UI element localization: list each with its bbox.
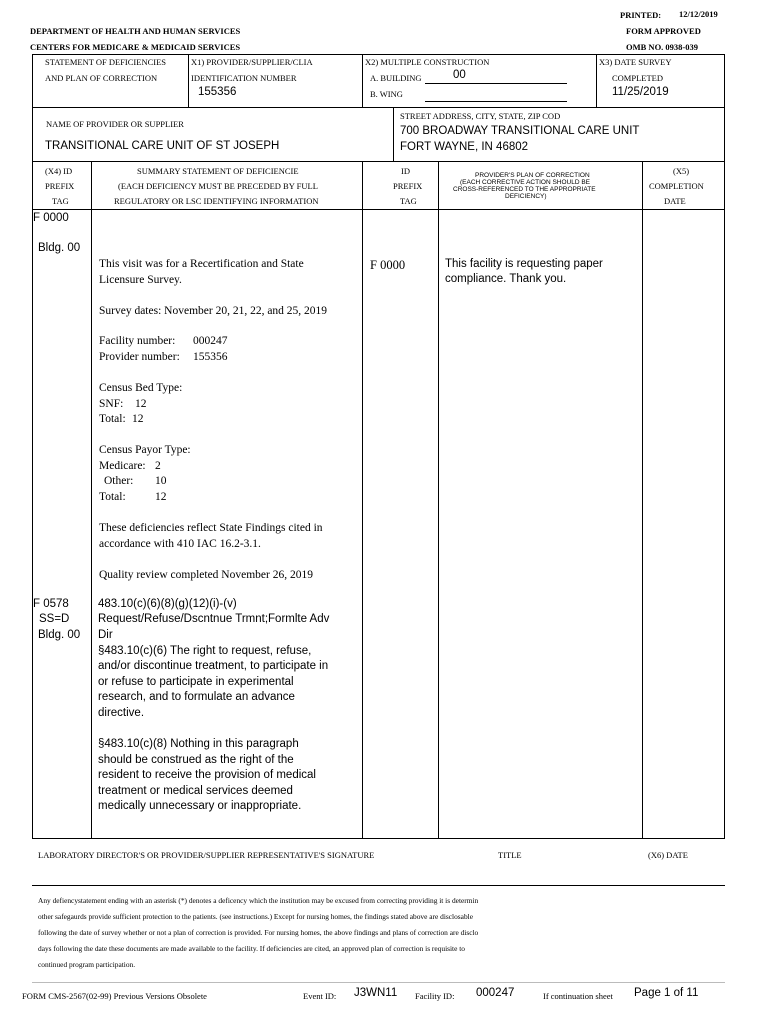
facility-id-value: 000247 — [476, 987, 515, 999]
x1-label: X1) PROVIDER/SUPPLIER/CLIA — [191, 57, 313, 67]
completion-label: COMPLETION — [649, 181, 704, 191]
disclaimer-line1: Any defiencystatement ending with an asterisk (*) denotes a deficency which the institution may be excused from correcting providing it is determin — [38, 896, 479, 905]
regulation-line3: Dir — [98, 629, 113, 641]
rule — [362, 54, 363, 107]
rule — [724, 161, 725, 839]
snf-value: 12 — [135, 398, 147, 410]
department-heading: DEPARTMENT OF HEALTH AND HUMAN SERVICES — [30, 26, 241, 36]
provider-number-value: 155356 — [193, 351, 228, 363]
wing-label: B. WING — [370, 89, 403, 99]
address-line1: 700 BROADWAY TRANSITIONAL CARE UNIT — [400, 125, 640, 137]
regulation-line12: treatment or medical services deemed — [98, 785, 293, 797]
form-number: FORM CMS-2567(02-99) Previous Versions Obsolete — [22, 991, 207, 1001]
regulation-line10: should be construed as the right of the — [98, 754, 294, 766]
regulation-line11: resident to receive the provision of medical — [98, 769, 316, 781]
prefix-tag-f0578: F 0578 — [33, 598, 69, 610]
omb-number: OMB NO. 0938-039 — [626, 42, 699, 52]
event-id-value: J3WN11 — [354, 987, 398, 999]
x3-label: X3) DATE SURVEY — [599, 57, 672, 67]
printed-date: 12/12/2019 — [679, 9, 718, 19]
visit-text-line2: Licensure Survey. — [99, 274, 182, 286]
printed-label: PRINTED: — [620, 10, 662, 20]
disclaimer-line5: continued program participation. — [38, 960, 136, 969]
rule — [362, 161, 363, 839]
id-label: ID — [401, 166, 410, 176]
survey-dates: Survey dates: November 20, 21, 22, and 25, 2019 — [99, 305, 328, 317]
plan-instruction-2: CROSS-REFERENCED TO THE APPROPRIATE — [453, 186, 596, 193]
disclaimer-line3: following the date of survey whether or not a plan of correction is provided. For nursing homes, the above findings and plans of correction are disclo — [38, 928, 479, 937]
id-prefix-tag-f0000: F 0000 — [370, 258, 406, 272]
plan-instruction-3: DEFICIENCY) — [505, 193, 547, 200]
rule — [724, 107, 725, 161]
regulation-line13: medically unnecessary or inappropriate. — [98, 800, 302, 812]
x4-id-label: (X4) ID — [45, 166, 73, 176]
provider-name: TRANSITIONAL CARE UNIT OF ST JOSEPH — [45, 140, 280, 152]
rule — [32, 161, 33, 839]
rule — [91, 161, 92, 839]
title-label: TITLE — [498, 850, 522, 860]
prefix-tag-f0000: F 0000 — [33, 212, 69, 224]
other-label: Other: — [104, 475, 134, 487]
other-value: 10 — [155, 475, 167, 487]
statement-label: STATEMENT OF DEFICIENCIES — [45, 57, 167, 67]
total-label: Total: — [99, 413, 126, 425]
x1-sub-label: IDENTIFICATION NUMBER — [191, 73, 297, 83]
regulation-line7: research, and to formulate an advance — [98, 691, 295, 703]
regulation-line4: §483.10(c)(6) The right to request, refuse, — [98, 645, 312, 657]
building-value: 00 — [453, 69, 466, 81]
building-underline — [425, 83, 567, 84]
rule — [32, 107, 725, 108]
findings-line2: accordance with 410 IAC 16.2-3.1. — [99, 538, 261, 550]
continuation-label: If continuation sheet — [543, 991, 613, 1001]
survey-completed-date: 11/25/2019 — [612, 86, 669, 98]
medicare-value: 2 — [155, 460, 161, 472]
signature-label: LABORATORY DIRECTOR'S OR PROVIDER/SUPPLIER REPRESENTATIVE'S SIGNATURE — [38, 850, 375, 860]
x2-label: X2) MULTIPLE CONSTRUCTION — [365, 57, 490, 67]
event-id-label: Event ID: — [303, 991, 337, 1001]
disclaimer-line2: other safegaurds provide sufficient protection to the patients. (see instructions.) Except for nursing homes, the findings stated above are disclosable — [38, 912, 473, 921]
x6-date-label: (X6) DATE — [648, 850, 688, 860]
medicare-label: Medicare: — [99, 460, 146, 472]
plan-text-line2: compliance. Thank you. — [445, 273, 567, 285]
total-value: 12 — [132, 413, 144, 425]
rule — [32, 54, 725, 55]
address-line2: FORT WAYNE, IN 46802 — [400, 141, 529, 153]
regulation-line2: Request/Refuse/Dscntnue Trmnt;Formlte Adv — [98, 613, 330, 625]
total2-value: 12 — [155, 491, 167, 503]
date-label: DATE — [664, 196, 686, 206]
visit-text-line1: This visit was for a Recertification and State — [99, 258, 304, 270]
rule — [438, 161, 439, 839]
rule — [724, 54, 725, 107]
rule — [32, 838, 725, 839]
findings-line1: These deficiencies reflect State Findings cited in — [99, 522, 323, 534]
rule — [32, 982, 725, 983]
disclaimer-line4: days following the date these documents are made available to the facility. If deficiencies are cited, an approved plan of correction is requisite to — [38, 944, 465, 953]
building-label: A. BUILDING — [370, 73, 422, 83]
rule — [596, 54, 597, 107]
page-number: Page 1 of 11 — [634, 987, 699, 999]
rule — [642, 161, 643, 839]
form-approved: FORM APPROVED — [626, 26, 701, 36]
regulation-line8: directive. — [98, 707, 145, 719]
rule — [32, 54, 33, 107]
x3-sub-label: COMPLETED — [612, 73, 663, 83]
summary-instruction: (EACH DEFICIENCY MUST BE PRECEDED BY FULL — [118, 181, 318, 191]
scope-severity: SS=D — [39, 613, 70, 625]
facility-id-label: Facility ID: — [415, 991, 455, 1001]
rule — [32, 107, 33, 161]
plan-text-line1: This facility is requesting paper — [445, 258, 603, 270]
census-payor-type: Census Payor Type: — [99, 444, 191, 456]
rule — [188, 54, 189, 107]
building-tag-2: Bldg. 00 — [38, 629, 81, 641]
plan-instruction-1: (EACH CORRECTIVE ACTION SHOULD BE — [460, 179, 591, 186]
rule — [32, 885, 725, 886]
regulation-line9: §483.10(c)(8) Nothing in this paragraph — [98, 738, 299, 750]
provider-id-number: 155356 — [198, 86, 237, 98]
snf-label: SNF: — [99, 398, 124, 410]
centers-heading: CENTERS FOR MEDICARE & MEDICAID SERVICES — [30, 42, 241, 52]
regulation-line5: and/or discontinue treatment, to participate in — [98, 660, 329, 672]
quality-review: Quality review completed November 26, 2019 — [99, 569, 313, 581]
census-bed-type: Census Bed Type: — [99, 382, 183, 394]
regulation-line1: 483.10(c)(6)(8)(g)(12)(i)-(v) — [98, 598, 237, 610]
x5-label: (X5) — [673, 166, 690, 176]
rule — [32, 209, 725, 210]
wing-underline — [425, 101, 567, 102]
summary-label: SUMMARY STATEMENT OF DEFICIENCIE — [137, 166, 299, 176]
address-label: STREET ADDRESS, CITY, STATE, ZIP COD — [400, 111, 561, 121]
x4-tag-label: TAG — [52, 196, 69, 206]
facility-number-value: 000247 — [193, 335, 228, 347]
id-tag-label: TAG — [400, 196, 417, 206]
rule — [393, 107, 394, 161]
x4-prefix-label: PREFIX — [45, 181, 75, 191]
regulation-line6: or refuse to participate in experimental — [98, 676, 294, 688]
plan-label: AND PLAN OF CORRECTION — [45, 73, 158, 83]
summary-instruction-2: REGULATORY OR LSC IDENTIFYING INFORMATION — [114, 196, 319, 206]
provider-number-label: Provider number: — [99, 351, 180, 363]
id-prefix-label: PREFIX — [393, 181, 423, 191]
rule — [32, 161, 725, 162]
total2-label: Total: — [99, 491, 126, 503]
provider-name-label: NAME OF PROVIDER OR SUPPLIER — [46, 119, 184, 129]
plan-of-correction-label: PROVIDER'S PLAN OF CORRECTION — [475, 172, 590, 179]
facility-number-label: Facility number: — [99, 335, 176, 347]
building-tag: Bldg. 00 — [38, 242, 81, 254]
